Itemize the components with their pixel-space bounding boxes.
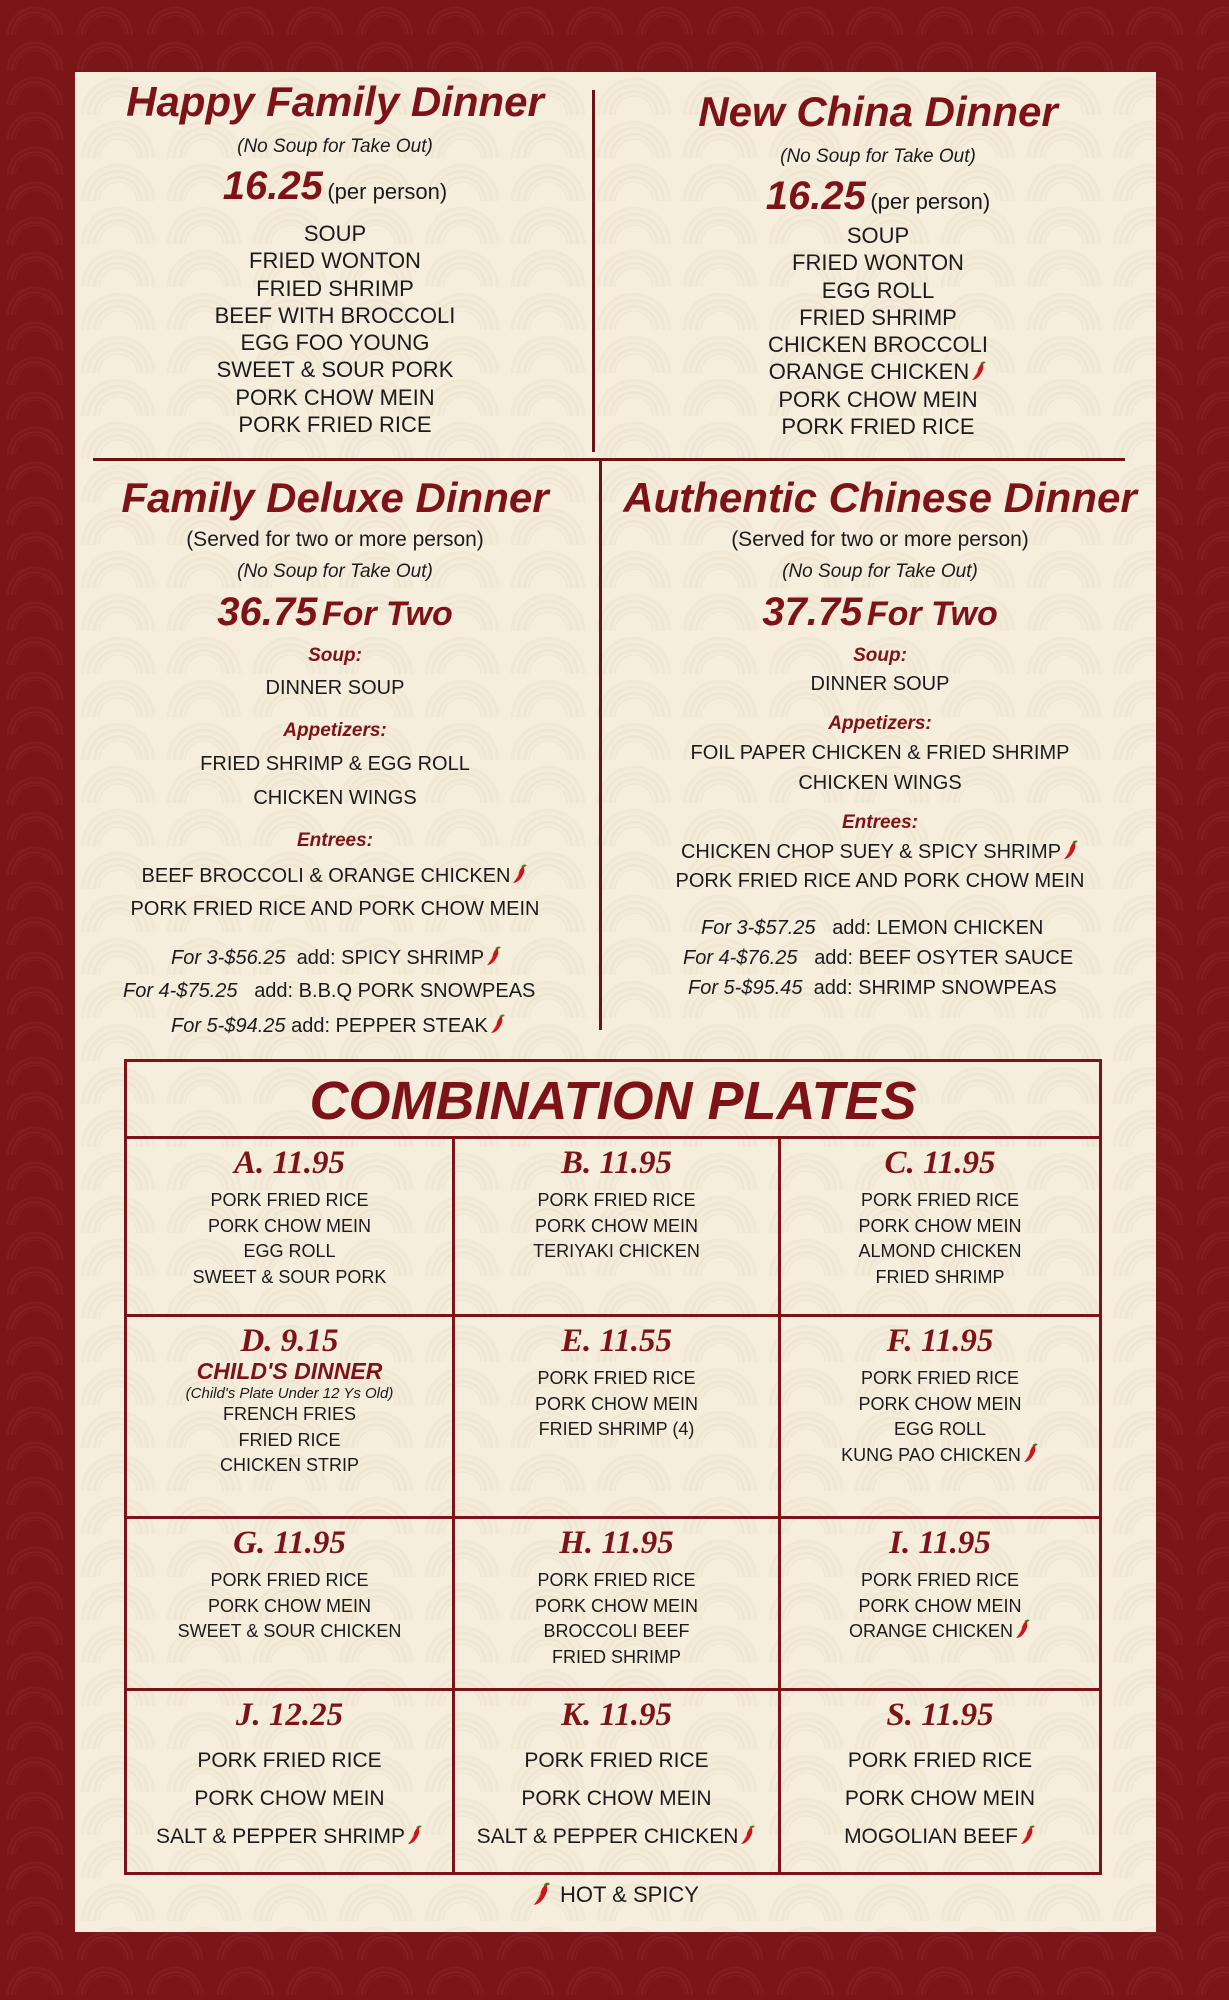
new-china-title: New China Dinner bbox=[698, 88, 1058, 135]
list-item: PORK FRIED RICE bbox=[210, 1190, 369, 1210]
list-item: PORK CHOW MEIN bbox=[844, 1787, 1036, 1810]
authentic-price: 37.75 bbox=[762, 590, 863, 634]
plate-heading: H. 11.95 bbox=[559, 1525, 674, 1561]
list-item: PORK FRIED RICE bbox=[197, 1749, 382, 1772]
chili-pepper-icon bbox=[407, 1825, 423, 1845]
list-item: PORK FRIED RICE bbox=[781, 414, 975, 440]
family-deluxe-extra-4: For 4-$75.25 add: B.B.Q PORK SNOWPEAS bbox=[123, 980, 536, 1002]
childs-dinner-note: (Child's Plate Under 12 Ys Old) bbox=[185, 1385, 394, 1402]
plate-items bbox=[781, 1366, 1099, 1468]
plate-heading: K. 11.95 bbox=[561, 1697, 672, 1733]
plate-items bbox=[455, 1188, 778, 1265]
list-item: PORK FRIED RICE bbox=[860, 1570, 1020, 1590]
chili-pepper-icon bbox=[512, 864, 528, 884]
plate-heading: S. 11.95 bbox=[886, 1697, 994, 1733]
list-item: PORK CHOW MEIN bbox=[778, 386, 978, 412]
list-item: PORK FRIED RICE bbox=[238, 412, 432, 438]
combo-plate-k bbox=[452, 1688, 778, 1872]
plate-items bbox=[127, 1188, 452, 1290]
family-deluxe-note: (No Soup for Take Out) bbox=[237, 561, 433, 582]
authentic-extra-5: For 5-$95.45 add: SHRIMP SNOWPEAS bbox=[688, 977, 1057, 999]
authentic-ent1: CHICKEN CHOP SUEY & SPICY SHRIMP bbox=[615, 840, 1145, 864]
list-item: FRIED RICE bbox=[238, 1429, 341, 1450]
family-deluxe-app1: FRIED SHRIMP & EGG ROLL bbox=[200, 753, 470, 775]
list-item: FRIED WONTON bbox=[792, 250, 964, 276]
family-deluxe-price-line bbox=[95, 590, 575, 635]
divider-vertical-mid bbox=[599, 460, 602, 1030]
family-deluxe-extra-5: For 5-$94.25 add: PEPPER STEAK bbox=[171, 1014, 506, 1038]
list-item: SALT & PEPPER CHICKEN bbox=[455, 1818, 778, 1856]
combo-plate-f bbox=[778, 1314, 1099, 1516]
list-item: BROCCOLI BEEF bbox=[543, 1621, 690, 1641]
happy-family-per: (per person) bbox=[327, 179, 448, 204]
authentic-soup: DINNER SOUP bbox=[810, 673, 950, 695]
chili-pepper-icon bbox=[490, 1014, 506, 1034]
family-deluxe-soup: DINNER SOUP bbox=[265, 677, 405, 699]
list-item: PORK FRIED RICE bbox=[537, 1570, 696, 1590]
family-deluxe-ent1: BEEF BROCCOLI & ORANGE CHICKEN bbox=[95, 864, 575, 888]
chili-pepper-icon bbox=[1015, 1619, 1031, 1639]
list-item: TERIYAKI CHICKEN bbox=[533, 1241, 700, 1261]
happy-family-price: 16.25 bbox=[222, 164, 323, 208]
list-item: MOGOLIAN BEEF bbox=[781, 1818, 1099, 1856]
spicy-legend bbox=[0, 1882, 1229, 1908]
list-item: KUNG PAO CHICKEN bbox=[781, 1443, 1099, 1469]
chili-pepper-icon bbox=[1020, 1825, 1036, 1845]
chili-pepper-icon bbox=[486, 946, 502, 966]
plate-items bbox=[781, 1188, 1099, 1290]
family-deluxe-ent2: PORK FRIED RICE AND PORK CHOW MEIN bbox=[130, 898, 540, 920]
list-item: SOUP bbox=[846, 223, 910, 248]
family-deluxe-appetizers-label: Appetizers: bbox=[283, 720, 387, 741]
list-item: BEEF WITH BROCCOLI bbox=[214, 302, 456, 328]
family-deluxe-served: (Served for two or more person) bbox=[186, 528, 484, 551]
list-item: PORK CHOW MEIN bbox=[534, 1595, 698, 1616]
plate-heading: C. 11.95 bbox=[884, 1145, 996, 1181]
plate-heading: I. 11.95 bbox=[889, 1525, 991, 1561]
authentic-title: Authentic Chinese Dinner bbox=[623, 474, 1137, 521]
combo-plate-d bbox=[124, 1314, 452, 1516]
authentic-price-line bbox=[615, 590, 1145, 635]
list-item: FRIED SHRIMP bbox=[799, 304, 957, 330]
plate-items bbox=[455, 1366, 778, 1443]
list-item: PORK CHOW MEIN bbox=[207, 1215, 371, 1236]
chili-pepper-icon bbox=[532, 1882, 552, 1906]
plate-items bbox=[455, 1742, 778, 1856]
combination-plates-title: COMBINATION PLATES bbox=[309, 1071, 917, 1131]
list-item: PORK CHOW MEIN bbox=[534, 1215, 698, 1236]
family-deluxe-for-two: For Two bbox=[321, 595, 453, 633]
authentic-note: (No Soup for Take Out) bbox=[782, 561, 978, 582]
list-item: CHICKEN BROCCOLI bbox=[767, 332, 989, 358]
list-item: EGG ROLL bbox=[821, 277, 935, 303]
plate-items bbox=[781, 1568, 1099, 1645]
chili-pepper-icon bbox=[971, 361, 987, 381]
list-item: PORK FRIED RICE bbox=[847, 1749, 1033, 1772]
list-item: ALMOND CHICKEN bbox=[858, 1241, 1022, 1261]
plate-items bbox=[781, 1742, 1099, 1856]
list-item: PORK CHOW MEIN bbox=[534, 1393, 698, 1414]
new-china-per: (per person) bbox=[870, 189, 991, 214]
plate-items bbox=[127, 1568, 452, 1645]
list-item: PORK CHOW MEIN bbox=[858, 1215, 1022, 1236]
authentic-appetizers-label: Appetizers: bbox=[828, 713, 932, 734]
divider-vertical-top bbox=[592, 90, 595, 452]
authentic-extra-3: For 3-$57.25 add: LEMON CHICKEN bbox=[701, 917, 1044, 939]
divider-horizontal bbox=[93, 458, 1125, 461]
list-item: SWEET & SOUR PORK bbox=[192, 1266, 387, 1287]
happy-family-price-line bbox=[95, 164, 575, 209]
happy-family-note: (No Soup for Take Out) bbox=[237, 136, 433, 157]
list-item: SOUP bbox=[303, 221, 367, 246]
plate-heading: G. 11.95 bbox=[233, 1525, 346, 1561]
list-item: PORK FRIED RICE bbox=[860, 1190, 1020, 1210]
new-china-items bbox=[638, 222, 1118, 440]
authentic-app2: CHICKEN WINGS bbox=[798, 772, 962, 794]
list-item: FRIED SHRIMP bbox=[256, 275, 414, 301]
combo-plate-j bbox=[124, 1688, 452, 1872]
plate-heading: A. 11.95 bbox=[234, 1145, 345, 1181]
plate-items bbox=[127, 1742, 452, 1856]
list-item: EGG ROLL bbox=[243, 1241, 336, 1261]
list-item: ORANGE CHICKEN bbox=[781, 1619, 1099, 1645]
plate-heading: B. 11.95 bbox=[561, 1145, 672, 1181]
family-deluxe-entrees-label: Entrees: bbox=[296, 830, 374, 851]
list-item: PORK FRIED RICE bbox=[537, 1190, 696, 1210]
list-item: PORK CHOW MEIN bbox=[521, 1787, 712, 1810]
list-item: SALT & PEPPER SHRIMP bbox=[127, 1818, 452, 1856]
family-deluxe-app2: CHICKEN WINGS bbox=[253, 787, 417, 809]
chili-pepper-icon bbox=[1023, 1443, 1039, 1463]
spicy-legend-label: HOT & SPICY bbox=[560, 1882, 699, 1907]
list-item: PORK CHOW MEIN bbox=[235, 384, 435, 410]
list-item: CHICKEN STRIP bbox=[219, 1455, 360, 1475]
authentic-served: (Served for two or more person) bbox=[731, 528, 1029, 551]
plate-heading: J. 12.25 bbox=[235, 1697, 344, 1733]
list-item: PORK FRIED RICE bbox=[210, 1570, 369, 1590]
list-item: SWEET & SOUR PORK bbox=[216, 357, 454, 383]
plate-heading: E. 11.55 bbox=[561, 1323, 672, 1359]
plate-items bbox=[455, 1568, 778, 1670]
list-item: EGG FOO YOUNG bbox=[240, 330, 430, 356]
list-item: PORK CHOW MEIN bbox=[858, 1393, 1022, 1414]
authentic-app1: FOIL PAPER CHICKEN & FRIED SHRIMP bbox=[690, 742, 1070, 764]
happy-family-items bbox=[95, 220, 575, 438]
authentic-entrees-label: Entrees: bbox=[841, 812, 919, 833]
happy-family-title: Happy Family Dinner bbox=[126, 78, 544, 125]
plate-items bbox=[127, 1402, 452, 1479]
family-deluxe-price: 36.75 bbox=[217, 590, 318, 634]
new-china-note: (No Soup for Take Out) bbox=[780, 146, 976, 167]
list-item: PORK CHOW MEIN bbox=[858, 1595, 1022, 1616]
combo-plate-e bbox=[452, 1314, 778, 1516]
chili-pepper-icon bbox=[1063, 840, 1079, 860]
list-item: FRIED SHRIMP bbox=[875, 1266, 1005, 1287]
authentic-for-two: For Two bbox=[866, 595, 998, 633]
combo-plate-h bbox=[452, 1516, 778, 1688]
combo-plate-b bbox=[452, 1136, 778, 1314]
list-item: PORK CHOW MEIN bbox=[207, 1595, 371, 1616]
combo-plate-s bbox=[778, 1688, 1099, 1872]
list-item: FRIED SHRIMP (4) bbox=[538, 1419, 695, 1439]
list-item: PORK FRIED RICE bbox=[860, 1368, 1020, 1388]
list-item: FRENCH FRIES bbox=[222, 1404, 356, 1424]
chili-pepper-icon bbox=[740, 1825, 756, 1845]
list-item: FRIED SHRIMP bbox=[551, 1646, 681, 1667]
plate-heading: D. 9.15 bbox=[240, 1323, 339, 1359]
authentic-extra-4: For 4-$76.25 add: BEEF OSYTER SAUCE bbox=[683, 947, 1074, 969]
combo-plate-c bbox=[778, 1136, 1099, 1314]
new-china-price-line bbox=[638, 174, 1118, 219]
childs-dinner-label: CHILD'S DINNER bbox=[196, 1358, 383, 1384]
combination-plates-table bbox=[124, 1059, 1102, 1875]
new-china-price: 16.25 bbox=[765, 174, 866, 218]
plate-heading: F. 11.95 bbox=[886, 1323, 994, 1359]
combo-plate-g bbox=[124, 1516, 452, 1688]
family-deluxe-soup-label: Soup: bbox=[308, 645, 362, 666]
list-item: SWEET & SOUR CHICKEN bbox=[177, 1621, 402, 1641]
list-item: PORK FRIED RICE bbox=[537, 1368, 696, 1388]
authentic-ent2: PORK FRIED RICE AND PORK CHOW MEIN bbox=[675, 870, 1085, 892]
list-item: FRIED WONTON bbox=[249, 248, 421, 274]
list-item: PORK FRIED RICE bbox=[524, 1749, 709, 1772]
combo-plate-i bbox=[778, 1516, 1099, 1688]
combo-plate-a bbox=[124, 1136, 452, 1314]
family-deluxe-extra-3: For 3-$56.25 add: SPICY SHRIMP bbox=[171, 946, 502, 970]
list-item: PORK CHOW MEIN bbox=[194, 1787, 385, 1810]
list-item: ORANGE CHICKEN bbox=[638, 358, 1118, 385]
list-item: EGG ROLL bbox=[893, 1419, 987, 1439]
family-deluxe-title: Family Deluxe Dinner bbox=[121, 474, 549, 521]
authentic-soup-label: Soup: bbox=[853, 645, 907, 666]
